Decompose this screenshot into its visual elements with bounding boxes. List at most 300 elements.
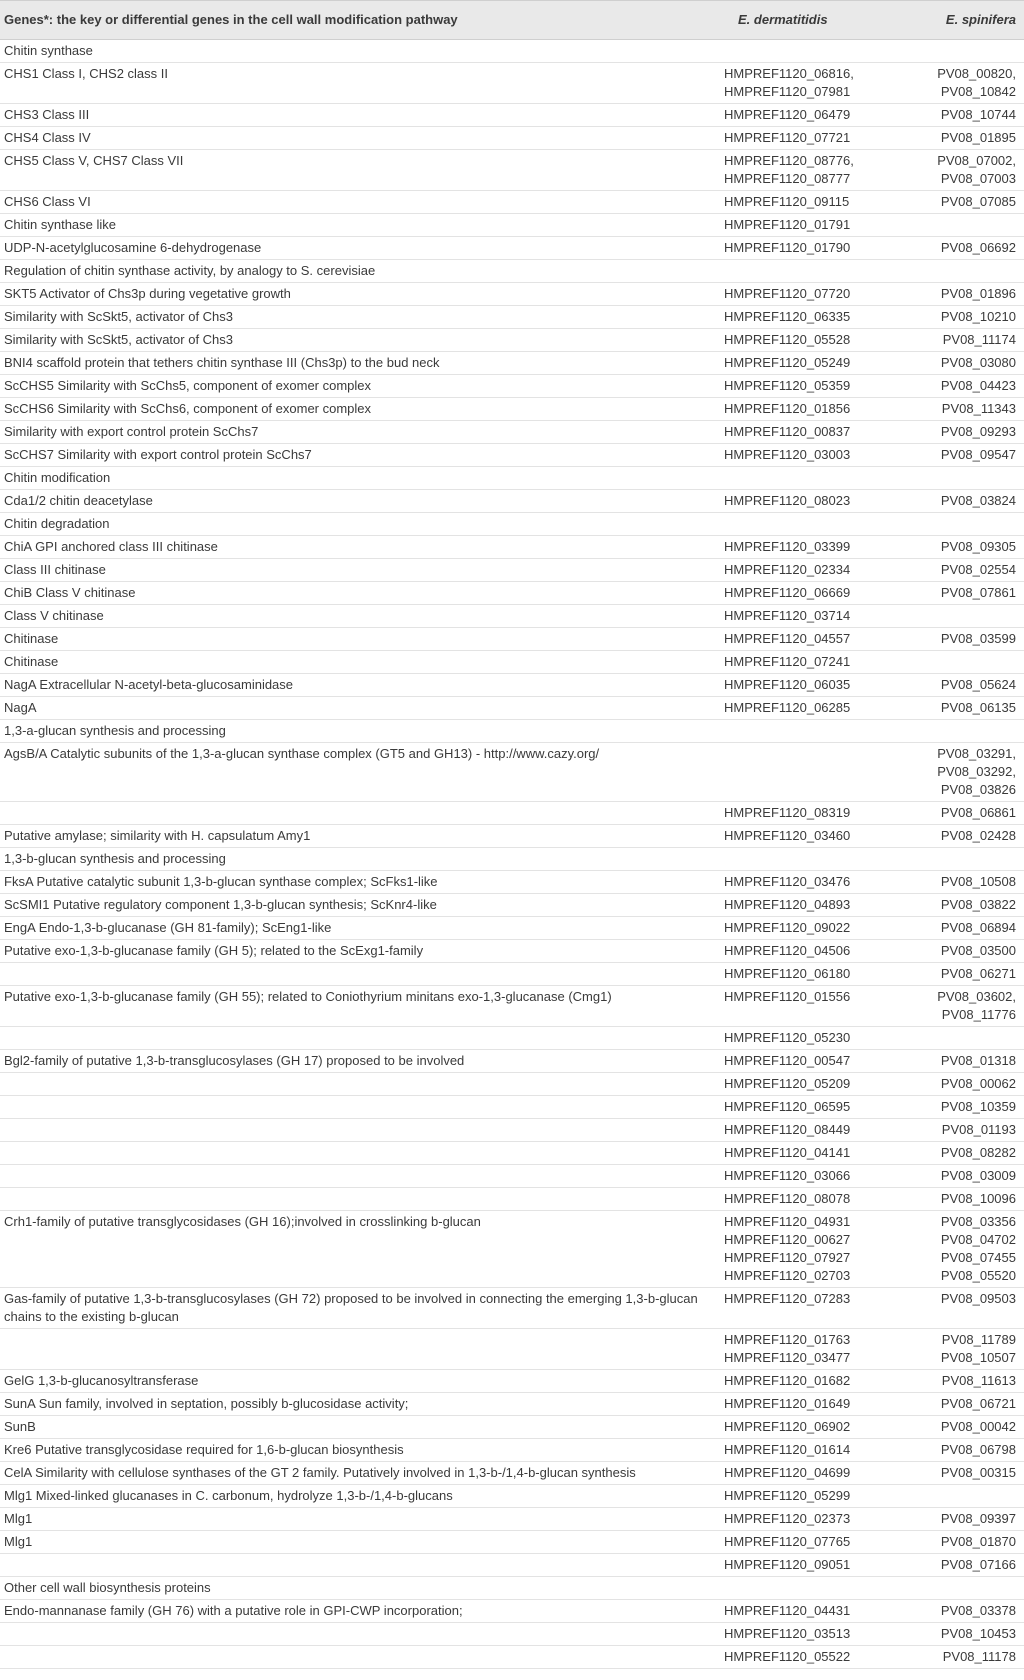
- e-dermatitidis-ids: [720, 871, 900, 894]
- header-row: [0, 1, 1024, 40]
- gene-description: CHS5 Class V, CHS7 Class VII: [4, 153, 184, 168]
- gene-id: PV08_10096: [940, 1191, 1016, 1206]
- table-row: [0, 1577, 1024, 1600]
- table-row: [0, 421, 1024, 444]
- table-row: [0, 743, 1024, 802]
- e-spinifera-ids: [900, 1439, 1024, 1462]
- gene-description: Chitin modification: [4, 470, 111, 485]
- e-dermatitidis-ids: [720, 375, 900, 398]
- gene-id: HMPREF1120_01791: [724, 217, 851, 232]
- e-spinifera-ids: [900, 1188, 1024, 1211]
- e-dermatitidis-ids: [720, 1288, 900, 1329]
- table-row: [0, 490, 1024, 513]
- e-spinifera-ids: [900, 306, 1024, 329]
- table-row: [0, 1096, 1024, 1119]
- table-row: [0, 894, 1024, 917]
- e-spinifera-ids: [900, 467, 1024, 490]
- gene-id: HMPREF1120_07765: [724, 1534, 851, 1549]
- table-row: [0, 720, 1024, 743]
- gene-description: Putative exo-1,3-b-glucanase family (GH 55); related to Coniothyrium minitans exo-1,3-glucanase (Cmg1): [4, 989, 612, 1004]
- e-dermatitidis-ids: [720, 802, 900, 825]
- gene-description: FksA Putative catalytic subunit 1,3-b-glucan synthase complex; ScFks1-like: [4, 874, 438, 889]
- gene-id: HMPREF1120_01556: [724, 989, 851, 1004]
- e-dermatitidis-ids: [720, 1416, 900, 1439]
- e-spinifera-ids: [900, 1165, 1024, 1188]
- gene-id: PV08_00042: [940, 1419, 1016, 1434]
- table-row: [0, 1485, 1024, 1508]
- gene-description: ChiA GPI anchored class III chitinase: [4, 539, 218, 554]
- gene-description: Putative amylase; similarity with H. capsulatum Amy1: [4, 828, 311, 843]
- gene-id: PV08_03009: [940, 1168, 1016, 1183]
- header-genes: Genes*: the key or differential genes in the cell wall modification pathway: [0, 1, 720, 40]
- gene-id: HMPREF1120_08449: [724, 1122, 851, 1137]
- gene-id: HMPREF1120_06902: [724, 1419, 851, 1434]
- gene-id: PV08_06135: [940, 700, 1016, 715]
- e-spinifera-ids: [900, 1073, 1024, 1096]
- table-row: [0, 214, 1024, 237]
- e-spinifera-ids: [900, 1393, 1024, 1416]
- table-row: [0, 802, 1024, 825]
- gene-id: PV08_03356: [940, 1214, 1016, 1229]
- gene-id: PV08_01193: [941, 1122, 1016, 1137]
- e-spinifera-ids: [900, 104, 1024, 127]
- table-row: [0, 283, 1024, 306]
- gene-id: PV08_02554: [940, 562, 1016, 577]
- e-dermatitidis-ids: [720, 1119, 900, 1142]
- gene-id: HMPREF1120_07721: [724, 130, 851, 145]
- e-spinifera-ids: [900, 283, 1024, 306]
- e-dermatitidis-ids: [720, 986, 900, 1027]
- e-dermatitidis-ids: [720, 104, 900, 127]
- gene-id: HMPREF1120_04699: [724, 1465, 851, 1480]
- gene-description: GelG 1,3-b-glucanosyltransferase: [4, 1373, 199, 1388]
- e-spinifera-ids: [900, 825, 1024, 848]
- e-dermatitidis-ids: [720, 605, 900, 628]
- e-dermatitidis-ids: [720, 329, 900, 352]
- gene-description: [0, 1623, 720, 1646]
- gene-id: PV08_09293: [940, 424, 1016, 439]
- table-row: [0, 917, 1024, 940]
- gene-id: HMPREF1120_03476: [724, 874, 851, 889]
- e-dermatitidis-ids: [720, 1600, 900, 1623]
- gene-id: HMPREF1120_04141: [724, 1145, 851, 1160]
- table-row: [0, 127, 1024, 150]
- e-dermatitidis-ids: [720, 628, 900, 651]
- e-dermatitidis-ids: [720, 127, 900, 150]
- gene-id: HMPREF1120_06816,: [724, 66, 854, 81]
- gene-description: Chitin synthase: [4, 43, 93, 58]
- gene-description: Kre6 Putative transglycosidase required for 1,6-b-glucan biosynthesis: [4, 1442, 404, 1457]
- e-dermatitidis-ids: [720, 40, 900, 63]
- e-spinifera-ids: [900, 513, 1024, 536]
- gene-description: [0, 1165, 720, 1188]
- gene-id: PV08_11776: [941, 1007, 1016, 1022]
- e-dermatitidis-ids: [720, 651, 900, 674]
- gene-id: PV08_11343: [941, 401, 1016, 416]
- table-row: [0, 1142, 1024, 1165]
- gene-id: PV08_10507: [940, 1350, 1016, 1365]
- table-row: [0, 1462, 1024, 1485]
- e-dermatitidis-ids: [720, 214, 900, 237]
- table-row: [0, 444, 1024, 467]
- e-dermatitidis-ids: [720, 398, 900, 421]
- e-dermatitidis-ids: [720, 674, 900, 697]
- gene-description: Other cell wall biosynthesis proteins: [4, 1580, 211, 1595]
- gene-description: [0, 1646, 720, 1669]
- e-spinifera-ids: [900, 237, 1024, 260]
- gene-description: CHS3 Class III: [4, 107, 90, 122]
- gene-id: HMPREF1120_05359: [724, 378, 851, 393]
- e-spinifera-ids: [900, 40, 1024, 63]
- gene-id: PV08_04702: [940, 1232, 1016, 1247]
- e-spinifera-ids: [900, 720, 1024, 743]
- e-spinifera-ids: [900, 421, 1024, 444]
- gene-description: ScCHS6 Similarity with ScChs6, component of exomer complex: [4, 401, 372, 416]
- gene-description: Similarity with export control protein ScChs7: [4, 424, 259, 439]
- gene-id: HMPREF1120_01763: [724, 1332, 851, 1347]
- gene-id: HMPREF1120_03714: [724, 608, 851, 623]
- header-e-spinifera: E. spinifera: [900, 1, 1024, 40]
- gene-id: PV08_03291,: [937, 746, 1016, 761]
- e-spinifera-ids: [900, 1142, 1024, 1165]
- e-spinifera-ids: [900, 743, 1024, 802]
- gene-id: HMPREF1120_04893: [724, 897, 851, 912]
- gene-id: HMPREF1120_07283: [724, 1291, 851, 1306]
- e-dermatitidis-ids: [720, 260, 900, 283]
- gene-id: PV08_10210: [940, 309, 1016, 324]
- e-spinifera-ids: [900, 894, 1024, 917]
- gene-id: PV08_00820,: [937, 66, 1016, 81]
- gene-id: PV08_08282: [940, 1145, 1016, 1160]
- gene-description: Class V chitinase: [4, 608, 104, 623]
- gene-description: ChiB Class V chitinase: [4, 585, 136, 600]
- e-spinifera-ids: [900, 1096, 1024, 1119]
- e-dermatitidis-ids: [720, 444, 900, 467]
- gene-id: HMPREF1120_07981: [724, 84, 851, 99]
- gene-id: HMPREF1120_03399: [724, 539, 851, 554]
- table-row: [0, 329, 1024, 352]
- table-row: [0, 605, 1024, 628]
- gene-id: HMPREF1120_01856: [724, 401, 851, 416]
- gene-description: Similarity with ScSkt5, activator of Chs3: [4, 332, 234, 347]
- gene-id: PV08_07455: [940, 1250, 1016, 1265]
- e-spinifera-ids: [900, 1462, 1024, 1485]
- gene-description: SunA Sun family, involved in septation, possibly b-glucosidase activity;: [4, 1396, 409, 1411]
- gene-id: HMPREF1120_03460: [724, 828, 851, 843]
- gene-id: HMPREF1120_05299: [724, 1488, 851, 1503]
- e-dermatitidis-ids: [720, 1646, 900, 1669]
- e-spinifera-ids: [900, 214, 1024, 237]
- e-dermatitidis-ids: [720, 1329, 900, 1370]
- gene-id: HMPREF1120_06285: [724, 700, 851, 715]
- e-spinifera-ids: [900, 1288, 1024, 1329]
- e-spinifera-ids: [900, 917, 1024, 940]
- gene-id: PV08_01896: [940, 286, 1016, 301]
- gene-id: PV08_07861: [940, 585, 1016, 600]
- gene-description: [0, 1073, 720, 1096]
- table-row: [0, 260, 1024, 283]
- gene-id: HMPREF1120_05249: [724, 355, 851, 370]
- table-row: [0, 40, 1024, 63]
- gene-description: [0, 1096, 720, 1119]
- e-spinifera-ids: [900, 940, 1024, 963]
- gene-id: HMPREF1120_08776,: [724, 153, 854, 168]
- e-dermatitidis-ids: [720, 536, 900, 559]
- e-dermatitidis-ids: [720, 559, 900, 582]
- gene-id: HMPREF1120_08777: [724, 171, 851, 186]
- gene-id: HMPREF1120_06035: [724, 677, 851, 692]
- e-dermatitidis-ids: [720, 63, 900, 104]
- e-spinifera-ids: [900, 127, 1024, 150]
- gene-id: HMPREF1120_07241: [724, 654, 851, 669]
- gene-id: HMPREF1120_03066: [724, 1168, 851, 1183]
- gene-description: BNI4 scaffold protein that tethers chitin synthase III (Chs3p) to the bud neck: [4, 355, 440, 370]
- e-dermatitidis-ids: [720, 191, 900, 214]
- gene-description: Mlg1: [4, 1534, 33, 1549]
- gene-id: PV08_01318: [940, 1053, 1016, 1068]
- gene-id: HMPREF1120_00627: [724, 1232, 851, 1247]
- e-spinifera-ids: [900, 1119, 1024, 1142]
- gene-id: PV08_03292,: [937, 764, 1016, 779]
- e-spinifera-ids: [900, 1211, 1024, 1288]
- table-row: [0, 398, 1024, 421]
- gene-description: CHS1 Class I, CHS2 class II: [4, 66, 168, 81]
- table-row: [0, 306, 1024, 329]
- gene-id: PV08_07166: [940, 1557, 1016, 1572]
- gene-id: HMPREF1120_02703: [724, 1268, 851, 1283]
- gene-description: Crh1-family of putative transglycosidases (GH 16);involved in crosslinking b-glucan: [4, 1214, 481, 1229]
- gene-description: [0, 1329, 720, 1370]
- e-spinifera-ids: [900, 191, 1024, 214]
- gene-description: [0, 1027, 720, 1050]
- gene-description: Regulation of chitin synthase activity, by analogy to S. cerevisiae: [4, 263, 376, 278]
- e-spinifera-ids: [900, 1485, 1024, 1508]
- gene-id: PV08_03822: [940, 897, 1016, 912]
- gene-id: HMPREF1120_00547: [724, 1053, 851, 1068]
- table-row: [0, 1188, 1024, 1211]
- e-dermatitidis-ids: [720, 1027, 900, 1050]
- table-row: [0, 986, 1024, 1027]
- e-spinifera-ids: [900, 1329, 1024, 1370]
- table-row: [0, 536, 1024, 559]
- e-dermatitidis-ids: [720, 697, 900, 720]
- e-dermatitidis-ids: [720, 306, 900, 329]
- e-dermatitidis-ids: [720, 1188, 900, 1211]
- table-row: [0, 1027, 1024, 1050]
- table-row: [0, 674, 1024, 697]
- table-row: [0, 559, 1024, 582]
- e-dermatitidis-ids: [720, 825, 900, 848]
- gene-description: Bgl2-family of putative 1,3-b-transglucosylases (GH 17) proposed to be involved: [4, 1053, 465, 1068]
- gene-id: PV08_02428: [940, 828, 1016, 843]
- gene-description: Mlg1: [4, 1511, 33, 1526]
- gene-description: NagA: [4, 700, 37, 715]
- gene-description: Chitinase: [4, 654, 59, 669]
- e-spinifera-ids: [900, 1531, 1024, 1554]
- gene-description: Chitin synthase like: [4, 217, 116, 232]
- gene-id: PV08_06721: [940, 1396, 1016, 1411]
- e-dermatitidis-ids: [720, 1623, 900, 1646]
- gene-id: PV08_03826: [940, 782, 1016, 797]
- e-dermatitidis-ids: [720, 1485, 900, 1508]
- e-dermatitidis-ids: [720, 917, 900, 940]
- gene-id: HMPREF1120_06335: [724, 309, 851, 324]
- table-row: [0, 825, 1024, 848]
- e-dermatitidis-ids: [720, 1439, 900, 1462]
- e-spinifera-ids: [900, 329, 1024, 352]
- gene-description: [0, 1142, 720, 1165]
- table-row: [0, 1416, 1024, 1439]
- gene-description: SunB: [4, 1419, 36, 1434]
- gene-id: HMPREF1120_06180: [724, 966, 851, 981]
- e-dermatitidis-ids: [720, 1073, 900, 1096]
- table-row: [0, 352, 1024, 375]
- e-spinifera-ids: [900, 444, 1024, 467]
- table-row: [0, 467, 1024, 490]
- table-row: [0, 1329, 1024, 1370]
- gene-id: PV08_06894: [940, 920, 1016, 935]
- gene-id: PV08_06271: [940, 966, 1016, 981]
- gene-id: PV08_09547: [940, 447, 1016, 462]
- e-dermatitidis-ids: [720, 150, 900, 191]
- gene-id: HMPREF1120_04931: [724, 1214, 851, 1229]
- gene-id: HMPREF1120_04557: [724, 631, 851, 646]
- gene-id: HMPREF1120_08078: [724, 1191, 851, 1206]
- e-spinifera-ids: [900, 1554, 1024, 1577]
- gene-id: PV08_06692: [940, 240, 1016, 255]
- e-dermatitidis-ids: [720, 1142, 900, 1165]
- e-spinifera-ids: [900, 536, 1024, 559]
- table-row: [0, 104, 1024, 127]
- gene-id: PV08_07002,: [937, 153, 1016, 168]
- e-dermatitidis-ids: [720, 1096, 900, 1119]
- table-row: [0, 848, 1024, 871]
- e-dermatitidis-ids: [720, 1554, 900, 1577]
- e-dermatitidis-ids: [720, 1370, 900, 1393]
- e-spinifera-ids: [900, 1646, 1024, 1669]
- e-dermatitidis-ids: [720, 848, 900, 871]
- e-dermatitidis-ids: [720, 743, 900, 802]
- e-dermatitidis-ids: [720, 467, 900, 490]
- gene-description: ScSMI1 Putative regulatory component 1,3-b-glucan synthesis; ScKnr4-like: [4, 897, 437, 912]
- gene-description: Cda1/2 chitin deacetylase: [4, 493, 153, 508]
- gene-description: Chitin degradation: [4, 516, 110, 531]
- e-spinifera-ids: [900, 986, 1024, 1027]
- e-spinifera-ids: [900, 150, 1024, 191]
- table-row: [0, 1119, 1024, 1142]
- e-dermatitidis-ids: [720, 720, 900, 743]
- gene-id: PV08_09305: [940, 539, 1016, 554]
- gene-description: EngA Endo-1,3-b-glucanase (GH 81-family); ScEng1-like: [4, 920, 332, 935]
- e-dermatitidis-ids: [720, 940, 900, 963]
- e-spinifera-ids: [900, 628, 1024, 651]
- gene-id: PV08_01870: [940, 1534, 1016, 1549]
- gene-id: PV08_07085: [940, 194, 1016, 209]
- gene-id: HMPREF1120_01614: [724, 1442, 851, 1457]
- table-row: [0, 237, 1024, 260]
- e-dermatitidis-ids: [720, 1211, 900, 1288]
- table-row: [0, 1165, 1024, 1188]
- gene-id: HMPREF1120_07927: [724, 1250, 851, 1265]
- gene-description: 1,3-b-glucan synthesis and processing: [4, 851, 226, 866]
- gene-description: CHS6 Class VI: [4, 194, 91, 209]
- e-dermatitidis-ids: [720, 352, 900, 375]
- gene-description: Similarity with ScSkt5, activator of Chs3: [4, 309, 234, 324]
- gene-description: AgsB/A Catalytic subunits of the 1,3-a-glucan synthase complex (GT5 and GH13) - http://www.cazy.org/: [4, 746, 600, 761]
- gene-id: HMPREF1120_04506: [724, 943, 851, 958]
- e-spinifera-ids: [900, 490, 1024, 513]
- gene-id: PV08_06861: [940, 805, 1016, 820]
- gene-id: PV08_03824: [940, 493, 1016, 508]
- table-header: [0, 1, 1024, 40]
- table-row: [0, 651, 1024, 674]
- gene-id: PV08_07003: [940, 171, 1016, 186]
- gene-description: Class III chitinase: [4, 562, 106, 577]
- e-dermatitidis-ids: [720, 490, 900, 513]
- e-spinifera-ids: [900, 651, 1024, 674]
- gene-description: ScCHS5 Similarity with ScChs5, component of exomer complex: [4, 378, 372, 393]
- gene-id: PV08_11613: [941, 1373, 1016, 1388]
- e-spinifera-ids: [900, 1370, 1024, 1393]
- gene-id: PV08_04423: [940, 378, 1016, 393]
- gene-id: HMPREF1120_06669: [724, 585, 851, 600]
- table-row: [0, 1600, 1024, 1623]
- gene-id: PV08_03602,: [937, 989, 1016, 1004]
- e-dermatitidis-ids: [720, 1462, 900, 1485]
- e-spinifera-ids: [900, 1577, 1024, 1600]
- e-spinifera-ids: [900, 1600, 1024, 1623]
- table-row: [0, 628, 1024, 651]
- table-row: [0, 1531, 1024, 1554]
- table-row: [0, 1288, 1024, 1329]
- table-row: [0, 1073, 1024, 1096]
- e-dermatitidis-ids: [720, 513, 900, 536]
- gene-id: PV08_05624: [940, 677, 1016, 692]
- gene-id: HMPREF1120_05209: [724, 1076, 851, 1091]
- table-row: [0, 1393, 1024, 1416]
- e-spinifera-ids: [900, 1416, 1024, 1439]
- e-dermatitidis-ids: [720, 237, 900, 260]
- e-spinifera-ids: [900, 963, 1024, 986]
- gene-id: HMPREF1120_05522: [724, 1649, 851, 1664]
- gene-id: PV08_01895: [940, 130, 1016, 145]
- gene-id: PV08_10453: [940, 1626, 1016, 1641]
- gene-id: PV08_10508: [940, 874, 1016, 889]
- gene-id: PV08_06798: [940, 1442, 1016, 1457]
- gene-description: [0, 1554, 720, 1577]
- e-spinifera-ids: [900, 398, 1024, 421]
- e-dermatitidis-ids: [720, 582, 900, 605]
- e-spinifera-ids: [900, 674, 1024, 697]
- gene-id: HMPREF1120_02334: [724, 562, 851, 577]
- gene-description: [0, 802, 720, 825]
- table-row: [0, 150, 1024, 191]
- table-row: [0, 1370, 1024, 1393]
- table-row: [0, 63, 1024, 104]
- table-row: [0, 1508, 1024, 1531]
- e-dermatitidis-ids: [720, 421, 900, 444]
- e-dermatitidis-ids: [720, 1050, 900, 1073]
- table-row: [0, 1050, 1024, 1073]
- table-row: [0, 940, 1024, 963]
- gene-id: HMPREF1120_01790: [724, 240, 851, 255]
- gene-id: HMPREF1120_00837: [724, 424, 851, 439]
- table-row: [0, 697, 1024, 720]
- table-row: [0, 375, 1024, 398]
- e-spinifera-ids: [900, 871, 1024, 894]
- gene-id: HMPREF1120_06479: [724, 107, 851, 122]
- e-spinifera-ids: [900, 352, 1024, 375]
